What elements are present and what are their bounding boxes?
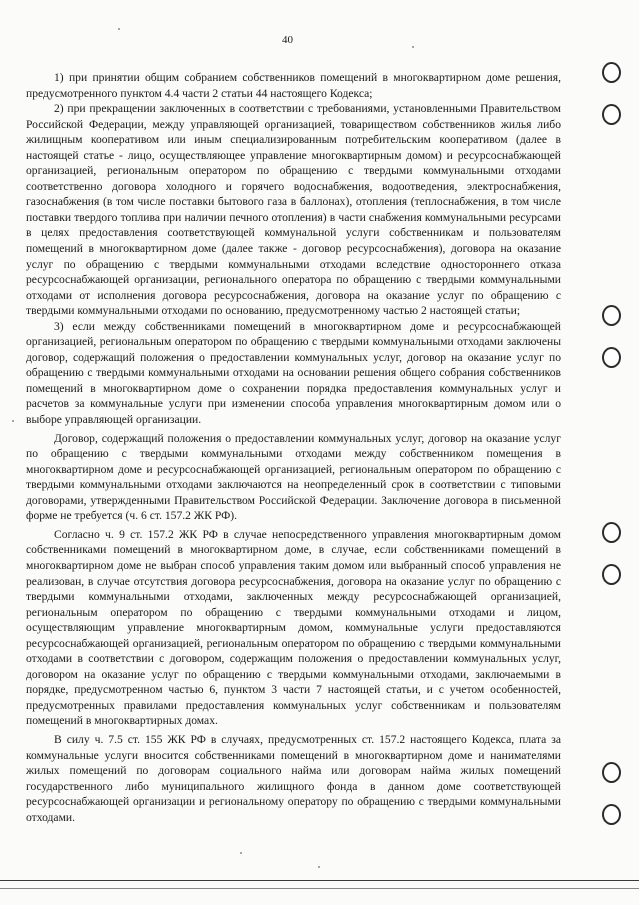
page-number: 40 [282,34,293,46]
scan-speck [412,46,414,48]
punch-hole-icon [602,522,621,543]
punch-hole-icon [602,762,621,783]
punch-hole-icon [602,62,621,83]
scan-speck [12,420,14,422]
punch-hole-icon [602,305,621,326]
punch-hole-icon [602,804,621,825]
scan-speck [240,852,242,854]
paragraph-6: В силу ч. 7.5 ст. 155 ЖК РФ в случаях, предусмотренных ст. 157.2 настоящего Кодекса, плата за коммунальные услуги вносится собственниками помещений в многоквартирном доме и нанимателями жилых помещений по договорам социального найма или договорам найма жилых помещений государственного либо муниципального жилищного фонда в данном доме соответствующей ресурсоснабжающей организации и региональному оператору по обращению с твердыми коммунальными отходами. [26,732,561,824]
scan-speck [118,28,120,30]
document-body [26,70,561,825]
punch-hole-icon [602,104,621,125]
scan-edge-line [0,888,639,889]
paragraph-5: Согласно ч. 9 ст. 157.2 ЖК РФ в случае непосредственного управления многоквартирным домом собственниками помещений в многоквартирном доме, в случае, если собственниками помещений в многоквартирном доме не выбран способ управления таким домом или выбранный способ управления не реализован, в случае отсутствия договора ресурсоснабжения, договора на оказание услуг по обращению с твердыми коммунальными отходами, заключенных между ресурсоснабжающей организацией, региональным оператором по обращению с твердыми коммунальными отходами и лицом, осуществляющим управление многоквартирным домом, коммунальные услуги предоставляются ресурсоснабжающей организацией, региональным оператором по обращению с твердыми коммунальными отходами в соответствии с договором, содержащим положения о предоставлении коммунальных услуг, договором на оказание услуг по обращению с твердыми коммунальными отходами, заключаемыми в порядке, предусмотренном частью 6, пунктом 3 части 7 настоящей статьи, и с учетом особенностей, предусмотренных правилами предоставления коммунальных услуг собственникам и пользователям помещений в многоквартирных домах. [26,527,561,728]
punch-hole-icon [602,347,621,368]
paragraph-2: 2) при прекращении заключенных в соответствии с требованиями, установленными Правительством Российской Федерации, между управляющей организацией, товариществом собственников жилья либо жилищным кооперативом или иным специализированным потребительским кооперативом (далее в настоящей статье - лицо, осуществляющее управление многоквартирным домом) и ресурсоснабжающей организацией, региональным оператором по обращению с твердыми коммунальными отходами соответственно договора холодного и горячего водоснабжения, водоотведения, электроснабжения, газоснабжения (в том числе поставки бытового газа в баллонах), отопления (теплоснабжения, в том числе поставки твердого топлива при наличии печного отопления) в части снабжения коммунальными ресурсами в целях предоставления соответствующей коммунальной услуги собственникам и пользователям помещений в многоквартирном доме (далее также - договор ресурсоснабжения), договора на оказание услуг по обращению с твердыми коммунальными отходами вследствие одностороннего отказа ресурсоснабжающей организации, регионального оператора по обращению с твердыми коммунальными отходами от исполнения договора ресурсоснабжения, договора на оказание услуг по обращению с твердыми коммунальными отходами по основанию, предусмотренному частью 2 настоящей статьи; [26,102,561,318]
scan-edge-line [0,880,639,881]
paragraph-1: 1) при принятии общим собранием собственников помещений в многоквартирном доме решения, предусмотренного пунктом 4.4 части 2 статьи 44 настоящего Кодекса; [26,71,561,100]
paragraph-4: Договор, содержащий положения о предоставлении коммунальных услуг, договор на оказание услуг по обращению с твердыми коммунальными отходами между собственником помещения в многоквартирном доме и ресурсоснабжающей организацией, региональным оператором по обращению с твердыми коммунальными отходами заключаются на неопределенный срок в соответствии с типовыми договорами, утвержденными Правительством Российской Федерации. Заключение договора в письменной форме не требуется (ч. 6 ст. 157.2 ЖК РФ). [26,431,561,523]
punch-hole-icon [602,564,621,585]
scan-speck [318,866,320,868]
paragraph-3: 3) если между собственниками помещений в многоквартирном доме и ресурсоснабжающей организацией, региональным оператором по обращению с твердыми коммунальными отходами заключены договор, содержащий положения о предоставлении коммунальных услуг, договор на оказание услуг по обращению с твердыми коммунальными отходами на основании решения общего собрания собственников помещений в многоквартирном доме о сохранении порядка предоставления коммунальных услуг и расчетов за коммунальные услуги при изменении способа управления многоквартирным домом или о выборе управляющей организации. [26,319,561,427]
